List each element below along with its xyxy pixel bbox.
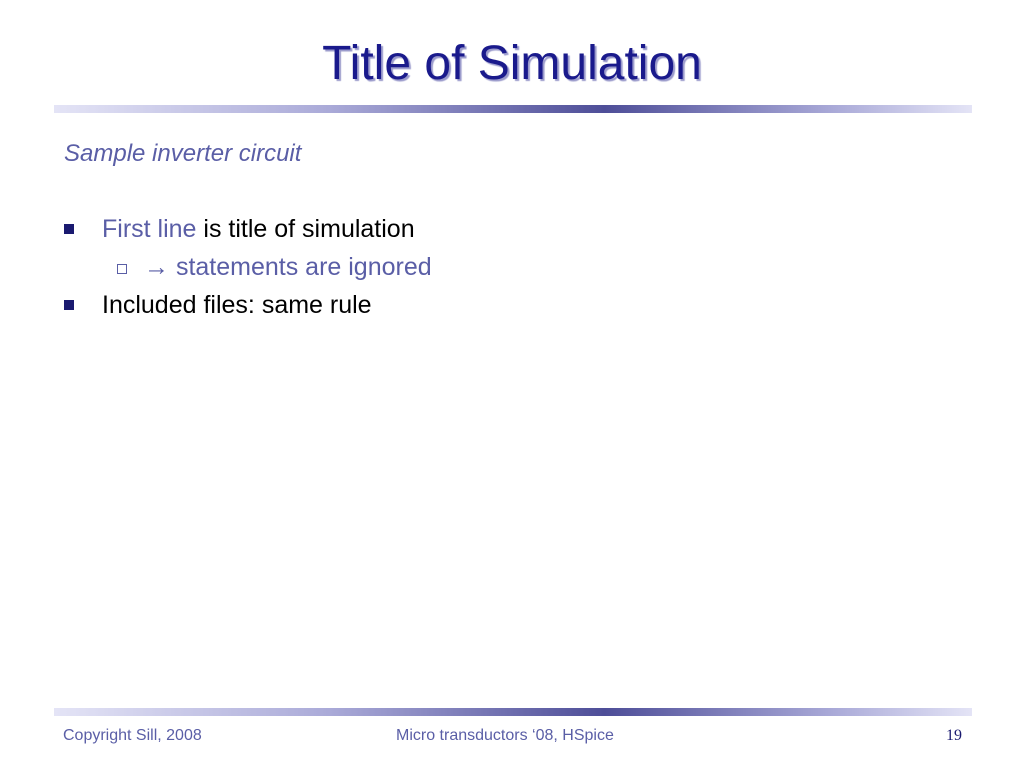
square-bullet-icon [64, 300, 74, 310]
bullet-highlight: First line [102, 215, 197, 243]
footer-copyright: Copyright Sill, 2008 [63, 727, 202, 744]
footer-divider [54, 708, 972, 716]
bullet-text: Included files: same rule [102, 291, 372, 319]
square-bullet-icon [64, 224, 74, 234]
bullet-item [64, 288, 944, 326]
slide-title: Title of Simulation [322, 37, 702, 90]
arrow-icon: → [144, 253, 169, 281]
bullet-text [102, 212, 415, 246]
sub-bullet-item [64, 250, 944, 288]
title-divider [54, 105, 972, 113]
sub-bullet-text [144, 250, 432, 284]
bullet-list [64, 212, 944, 326]
slide-subtitle: Sample inverter circuit [64, 140, 302, 167]
hollow-square-bullet-icon [117, 264, 127, 274]
page-number: 19 [946, 727, 962, 744]
footer-course: Micro transductors ‘08, HSpice [396, 727, 614, 744]
bullet-rest: is title of simulation [196, 215, 415, 243]
sub-bullet-label: statements are ignored [169, 253, 432, 281]
bullet-item [64, 212, 944, 250]
